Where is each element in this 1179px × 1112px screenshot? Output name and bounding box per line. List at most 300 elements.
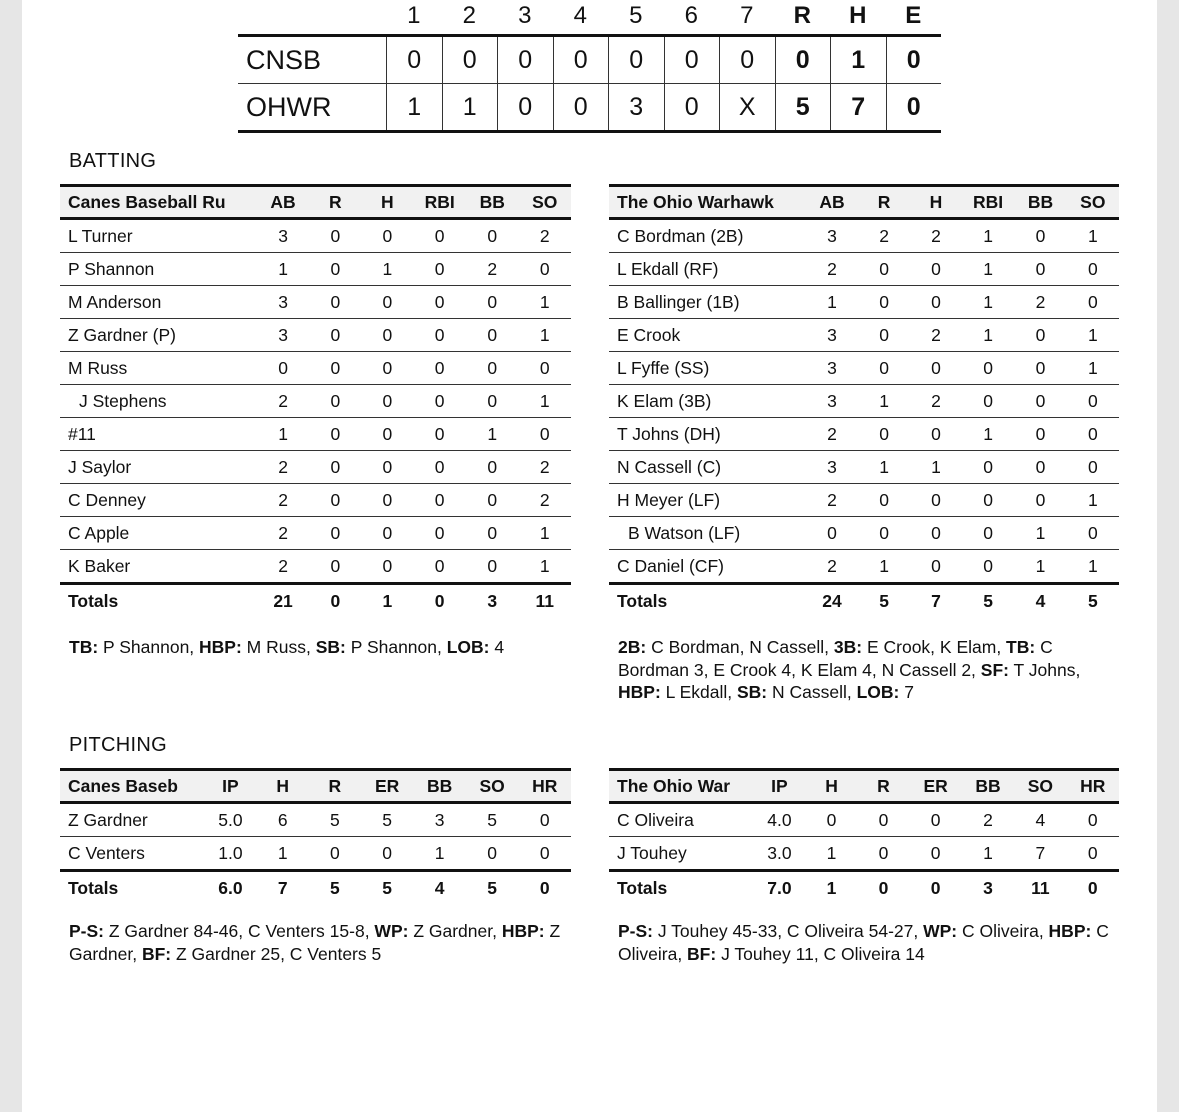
stat-rbi: 0 [413, 352, 466, 385]
team-name-header: Canes Baseball Ru [60, 186, 257, 219]
inning-score: X [719, 84, 775, 130]
stat-so: 0 [466, 837, 519, 871]
stat-rbi: 0 [413, 484, 466, 517]
stat-er: 5 [361, 803, 413, 837]
errors-total: 0 [886, 37, 942, 83]
stat-h: 2 [910, 219, 962, 253]
stat-ip: 4.0 [753, 803, 805, 837]
table-row [609, 550, 1119, 584]
stat-bb: 1 [466, 418, 518, 451]
stat-h: 0 [910, 550, 962, 584]
note-label: SB: [736, 682, 768, 702]
stat-bb: 0 [466, 484, 518, 517]
note-text: M Russ, [241, 637, 316, 657]
inning-score: 0 [497, 37, 553, 83]
stat-ab: 1 [806, 286, 858, 319]
column-header-bb: BB [1014, 186, 1066, 219]
stat-rbi: 1 [962, 319, 1014, 352]
stat-hr: 0 [1067, 837, 1119, 871]
stat-so: 4 [1014, 803, 1066, 837]
player-name: M Russ [60, 352, 257, 385]
stat-h: 0 [910, 418, 962, 451]
stat-rbi: 1 [962, 418, 1014, 451]
table-row [609, 286, 1119, 319]
column-header-r: R [858, 770, 910, 803]
stat-so: 1 [1067, 352, 1119, 385]
stat-er: 0 [909, 837, 961, 871]
table-row [609, 319, 1119, 352]
stat-rbi: 0 [413, 319, 466, 352]
stat-rbi: 1 [962, 219, 1014, 253]
table-row [609, 385, 1119, 418]
note-label: HBP: [199, 637, 242, 657]
stat-ab: 3 [257, 219, 309, 253]
table-row [60, 286, 571, 319]
inning-score: 0 [664, 84, 720, 130]
stat-ab: 3 [257, 319, 309, 352]
stat-so: 1 [1067, 484, 1119, 517]
stat-r: 0 [309, 418, 361, 451]
stat-h: 1 [257, 837, 309, 871]
stat-so: 0 [1067, 286, 1119, 319]
column-header-bb: BB [413, 770, 466, 803]
stat-rbi: 0 [413, 517, 466, 550]
stat-r: 1 [858, 550, 910, 584]
errors-header: E [905, 2, 922, 29]
table-row [609, 484, 1119, 517]
stat-so: 0 [1067, 385, 1119, 418]
stat-r: 2 [858, 219, 910, 253]
stat-r: 0 [309, 837, 361, 871]
stat-so: 0 [1067, 517, 1119, 550]
note-text: C Bordman 3, E Crook 4, K Elam 4, N Cassell 2, [618, 637, 1053, 680]
stat-rbi: 0 [962, 550, 1014, 584]
total-er: 5 [361, 871, 413, 905]
totals-row [609, 871, 1119, 905]
column-header-ab: AB [257, 186, 309, 219]
total-h: 7 [910, 584, 962, 618]
column-header-er: ER [909, 770, 961, 803]
stat-ip: 5.0 [204, 803, 256, 837]
stat-so: 2 [518, 219, 571, 253]
inning-score: 0 [553, 37, 609, 83]
stat-so: 0 [518, 418, 571, 451]
totals-label: Totals [609, 584, 806, 618]
stat-h: 0 [361, 517, 413, 550]
column-header-bb: BB [962, 770, 1014, 803]
inning-score: 0 [608, 37, 664, 83]
totals-row [609, 584, 1119, 618]
batting-notes-home [618, 636, 1108, 704]
note-text: E Crook, K Elam, [862, 637, 1007, 657]
note-text: 4 [489, 637, 505, 657]
totals-label: Totals [609, 871, 753, 905]
column-header-er: ER [361, 770, 413, 803]
table-row [60, 803, 571, 837]
stat-bb: 0 [466, 352, 518, 385]
stat-rbi: 0 [413, 253, 466, 286]
stat-r: 0 [309, 517, 361, 550]
note-text: P Shannon, [98, 637, 200, 657]
stat-r: 0 [309, 286, 361, 319]
stat-so: 1 [518, 385, 571, 418]
total-so: 5 [466, 871, 519, 905]
stat-r: 0 [858, 517, 910, 550]
table-row [609, 451, 1119, 484]
player-name: Z Gardner (P) [60, 319, 257, 352]
stat-hr: 0 [1067, 803, 1119, 837]
stat-r: 0 [858, 253, 910, 286]
note-text: C Oliveira, [618, 921, 1109, 964]
inning-score: 3 [608, 84, 664, 130]
total-ip: 7.0 [753, 871, 805, 905]
stat-bb: 1 [962, 837, 1014, 871]
stat-rbi: 0 [413, 219, 466, 253]
note-text: N Cassell, [767, 682, 857, 702]
table-header [609, 186, 1119, 219]
inning-header: 3 [518, 2, 532, 29]
table-row [609, 837, 1119, 871]
stat-bb: 1 [1014, 517, 1066, 550]
player-name: K Baker [60, 550, 257, 584]
stat-rbi: 0 [962, 385, 1014, 418]
stat-r: 0 [309, 253, 361, 286]
header-row [609, 770, 1119, 803]
table-row [609, 219, 1119, 253]
stat-ab: 0 [806, 517, 858, 550]
header-row [609, 186, 1119, 219]
note-text: T Johns, [1009, 659, 1081, 680]
hits-total: 1 [830, 37, 886, 83]
linescore-row-home [238, 84, 941, 133]
total-hr: 0 [518, 871, 571, 905]
table-row [60, 484, 571, 517]
stat-h: 0 [361, 451, 413, 484]
table-row [60, 451, 571, 484]
pitching-table-home [609, 768, 1119, 904]
stat-h: 1 [910, 451, 962, 484]
header-row [60, 186, 571, 219]
inning-header: 5 [629, 2, 643, 29]
stat-r: 0 [309, 451, 361, 484]
table-body [609, 219, 1119, 618]
column-header-ip: IP [204, 770, 256, 803]
pitching-table-away [60, 768, 571, 904]
total-bb: 3 [466, 584, 518, 618]
note-label: TB: [69, 637, 99, 657]
stat-bb: 0 [1014, 385, 1066, 418]
stat-r: 0 [309, 352, 361, 385]
inning-score: 1 [386, 84, 442, 130]
inning-header: 1 [407, 2, 421, 29]
stat-ab: 1 [257, 418, 309, 451]
stat-so: 1 [1067, 219, 1119, 253]
note-label: BF: [141, 943, 172, 964]
stat-bb: 0 [466, 286, 518, 319]
stat-so: 1 [518, 319, 571, 352]
table-header [60, 186, 571, 219]
column-header-hr: HR [1067, 770, 1119, 803]
stat-rbi: 0 [413, 550, 466, 584]
note-text: 7 [899, 682, 914, 702]
inning-score: 0 [386, 37, 442, 83]
team-name-header: Canes Baseb [60, 770, 204, 803]
stat-so: 0 [518, 253, 571, 286]
stat-ab: 2 [257, 451, 309, 484]
stat-h: 0 [361, 319, 413, 352]
stat-r: 0 [858, 418, 910, 451]
stat-r: 0 [858, 319, 910, 352]
stat-ab: 3 [806, 319, 858, 352]
stat-bb: 0 [466, 451, 518, 484]
total-h: 7 [257, 871, 309, 905]
stat-so: 2 [518, 451, 571, 484]
team-name-header: The Ohio War [609, 770, 753, 803]
stat-h: 0 [361, 484, 413, 517]
note-text: J Touhey 45-33, C Oliveira 54-27, [653, 921, 924, 941]
batting-section-title: BATTING [69, 150, 157, 172]
stat-bb: 0 [1014, 484, 1066, 517]
total-r: 5 [858, 584, 910, 618]
stat-h: 0 [910, 484, 962, 517]
table-row [609, 352, 1119, 385]
batting-notes-away [69, 636, 559, 659]
stat-bb: 0 [1014, 253, 1066, 286]
stat-so: 1 [518, 550, 571, 584]
stat-er: 0 [909, 803, 961, 837]
inning-header: 2 [462, 2, 476, 29]
note-label: BF: [687, 943, 717, 964]
player-name: B Ballinger (1B) [609, 286, 806, 319]
stat-ab: 2 [806, 484, 858, 517]
inning-score: 0 [719, 37, 775, 83]
note-text: Z Gardner 84-46, C Venters 15-8, [104, 921, 375, 941]
player-name: C Oliveira [609, 803, 753, 837]
stat-so: 0 [518, 352, 571, 385]
note-label: HBP: [618, 682, 661, 702]
team-abbr: CNSB [246, 44, 322, 75]
stat-bb: 0 [1014, 451, 1066, 484]
stat-so: 1 [518, 286, 571, 319]
batting-table-home [609, 184, 1119, 617]
runs-header: R [793, 2, 811, 29]
player-name: E Crook [609, 319, 806, 352]
stat-ab: 0 [257, 352, 309, 385]
total-r: 0 [858, 871, 910, 905]
linescore-header [238, 0, 941, 34]
column-header-h: H [910, 186, 962, 219]
player-name: C Venters [60, 837, 204, 871]
stat-r: 1 [858, 451, 910, 484]
stat-bb: 0 [1014, 352, 1066, 385]
player-name: J Touhey [609, 837, 753, 871]
stat-h: 0 [361, 286, 413, 319]
stat-rbi: 1 [962, 286, 1014, 319]
stat-so: 1 [1067, 319, 1119, 352]
totals-row [60, 871, 571, 905]
column-header-so: SO [518, 186, 571, 219]
column-header-hr: HR [518, 770, 571, 803]
stat-bb: 3 [413, 803, 466, 837]
stat-rbi: 0 [413, 418, 466, 451]
stat-r: 0 [858, 286, 910, 319]
batting-table-away [60, 184, 571, 617]
stat-bb: 0 [466, 219, 518, 253]
table-body [60, 803, 571, 905]
player-name: L Fyffe (SS) [609, 352, 806, 385]
stat-bb: 0 [466, 385, 518, 418]
note-label: LOB: [446, 637, 490, 657]
stat-ab: 3 [806, 451, 858, 484]
table-row [609, 418, 1119, 451]
column-header-bb: BB [466, 186, 518, 219]
stat-hr: 0 [518, 837, 571, 871]
header-row [60, 770, 571, 803]
stat-h: 2 [910, 319, 962, 352]
stat-h: 0 [910, 286, 962, 319]
column-header-r: R [309, 770, 361, 803]
stat-so: 5 [466, 803, 519, 837]
stat-bb: 0 [1014, 219, 1066, 253]
hits-total: 7 [830, 84, 886, 130]
table-body [60, 219, 571, 618]
inning-score: 0 [442, 37, 498, 83]
totals-label: Totals [60, 871, 204, 905]
table-row [60, 385, 571, 418]
player-name: C Bordman (2B) [609, 219, 806, 253]
team-name-header: The Ohio Warhawk [609, 186, 806, 219]
player-name: P Shannon [60, 253, 257, 286]
total-ab: 21 [257, 584, 309, 618]
stat-ip: 1.0 [204, 837, 256, 871]
stat-er: 0 [361, 837, 413, 871]
column-header-so: SO [1067, 186, 1119, 219]
stat-r: 0 [858, 803, 910, 837]
stat-h: 0 [910, 253, 962, 286]
stat-r: 0 [309, 484, 361, 517]
stat-rbi: 0 [413, 385, 466, 418]
stat-bb: 0 [466, 319, 518, 352]
stat-so: 0 [1067, 418, 1119, 451]
total-h: 1 [806, 871, 858, 905]
total-bb: 4 [1014, 584, 1066, 618]
note-label: LOB: [856, 682, 900, 702]
stat-ab: 3 [257, 286, 309, 319]
column-header-h: H [257, 770, 309, 803]
table-header [60, 770, 571, 803]
stat-bb: 2 [1014, 286, 1066, 319]
stat-r: 0 [309, 550, 361, 584]
stat-h: 0 [910, 352, 962, 385]
stat-so: 7 [1014, 837, 1066, 871]
errors-total: 0 [886, 84, 942, 130]
stat-h: 0 [361, 550, 413, 584]
table-row [60, 319, 571, 352]
note-text: P Shannon, [345, 637, 447, 657]
pitching-notes-away [69, 920, 569, 965]
totals-label: Totals [60, 584, 257, 618]
table-row [60, 253, 571, 286]
stat-so: 1 [518, 517, 571, 550]
stat-bb: 0 [1014, 319, 1066, 352]
stat-h: 1 [361, 253, 413, 286]
note-label: 2B: [618, 637, 647, 657]
stat-h: 0 [361, 352, 413, 385]
note-label: TB: [1006, 637, 1036, 657]
note-label: WP: [923, 921, 958, 941]
stat-rbi: 0 [413, 286, 466, 319]
stat-rbi: 0 [962, 352, 1014, 385]
stat-ab: 2 [806, 418, 858, 451]
column-header-so: SO [1014, 770, 1066, 803]
table-row [60, 837, 571, 871]
runs-total: 5 [775, 84, 831, 130]
table-body [609, 803, 1119, 905]
stat-so: 1 [1067, 550, 1119, 584]
note-text: Z Gardner, [69, 921, 561, 964]
stat-rbi: 0 [962, 451, 1014, 484]
note-label: HBP: [1048, 921, 1092, 941]
stat-ab: 3 [806, 352, 858, 385]
stat-h: 0 [910, 517, 962, 550]
column-header-ab: AB [806, 186, 858, 219]
player-name: H Meyer (LF) [609, 484, 806, 517]
player-name: #11 [60, 418, 257, 451]
stat-bb: 2 [466, 253, 518, 286]
stat-rbi: 0 [962, 484, 1014, 517]
stat-r: 0 [858, 484, 910, 517]
stat-h: 6 [257, 803, 309, 837]
stat-r: 0 [309, 385, 361, 418]
stat-ab: 2 [257, 385, 309, 418]
table-header [609, 770, 1119, 803]
table-row [609, 253, 1119, 286]
player-name: M Anderson [60, 286, 257, 319]
note-text: L Ekdall, [660, 682, 737, 702]
inning-header: 6 [684, 2, 698, 29]
stat-ip: 3.0 [753, 837, 805, 871]
stat-ab: 3 [806, 385, 858, 418]
stat-rbi: 1 [962, 253, 1014, 286]
note-text: C Bordman, N Cassell, [646, 637, 834, 657]
stat-ab: 1 [257, 253, 309, 286]
stat-h: 0 [361, 385, 413, 418]
table-row [609, 517, 1119, 550]
stat-so: 0 [1067, 253, 1119, 286]
inning-header: 7 [740, 2, 754, 29]
player-name: J Saylor [60, 451, 257, 484]
table-row [60, 550, 571, 584]
stat-so: 2 [518, 484, 571, 517]
team-abbr: OHWR [246, 91, 332, 122]
stat-ab: 2 [257, 484, 309, 517]
total-rbi: 0 [413, 584, 466, 618]
player-name: N Cassell (C) [609, 451, 806, 484]
column-header-h: H [361, 186, 413, 219]
stat-rbi: 0 [962, 517, 1014, 550]
total-rbi: 5 [962, 584, 1014, 618]
inning-score: 0 [664, 37, 720, 83]
stat-r: 0 [309, 319, 361, 352]
pitching-notes-home [618, 920, 1118, 965]
inning-header: 4 [573, 2, 587, 29]
total-so: 5 [1067, 584, 1119, 618]
stat-bb: 1 [413, 837, 466, 871]
stat-bb: 0 [466, 550, 518, 584]
inning-score: 1 [442, 84, 498, 130]
note-text: J Touhey 11, C Oliveira 14 [716, 943, 925, 964]
hits-header: H [849, 2, 867, 29]
